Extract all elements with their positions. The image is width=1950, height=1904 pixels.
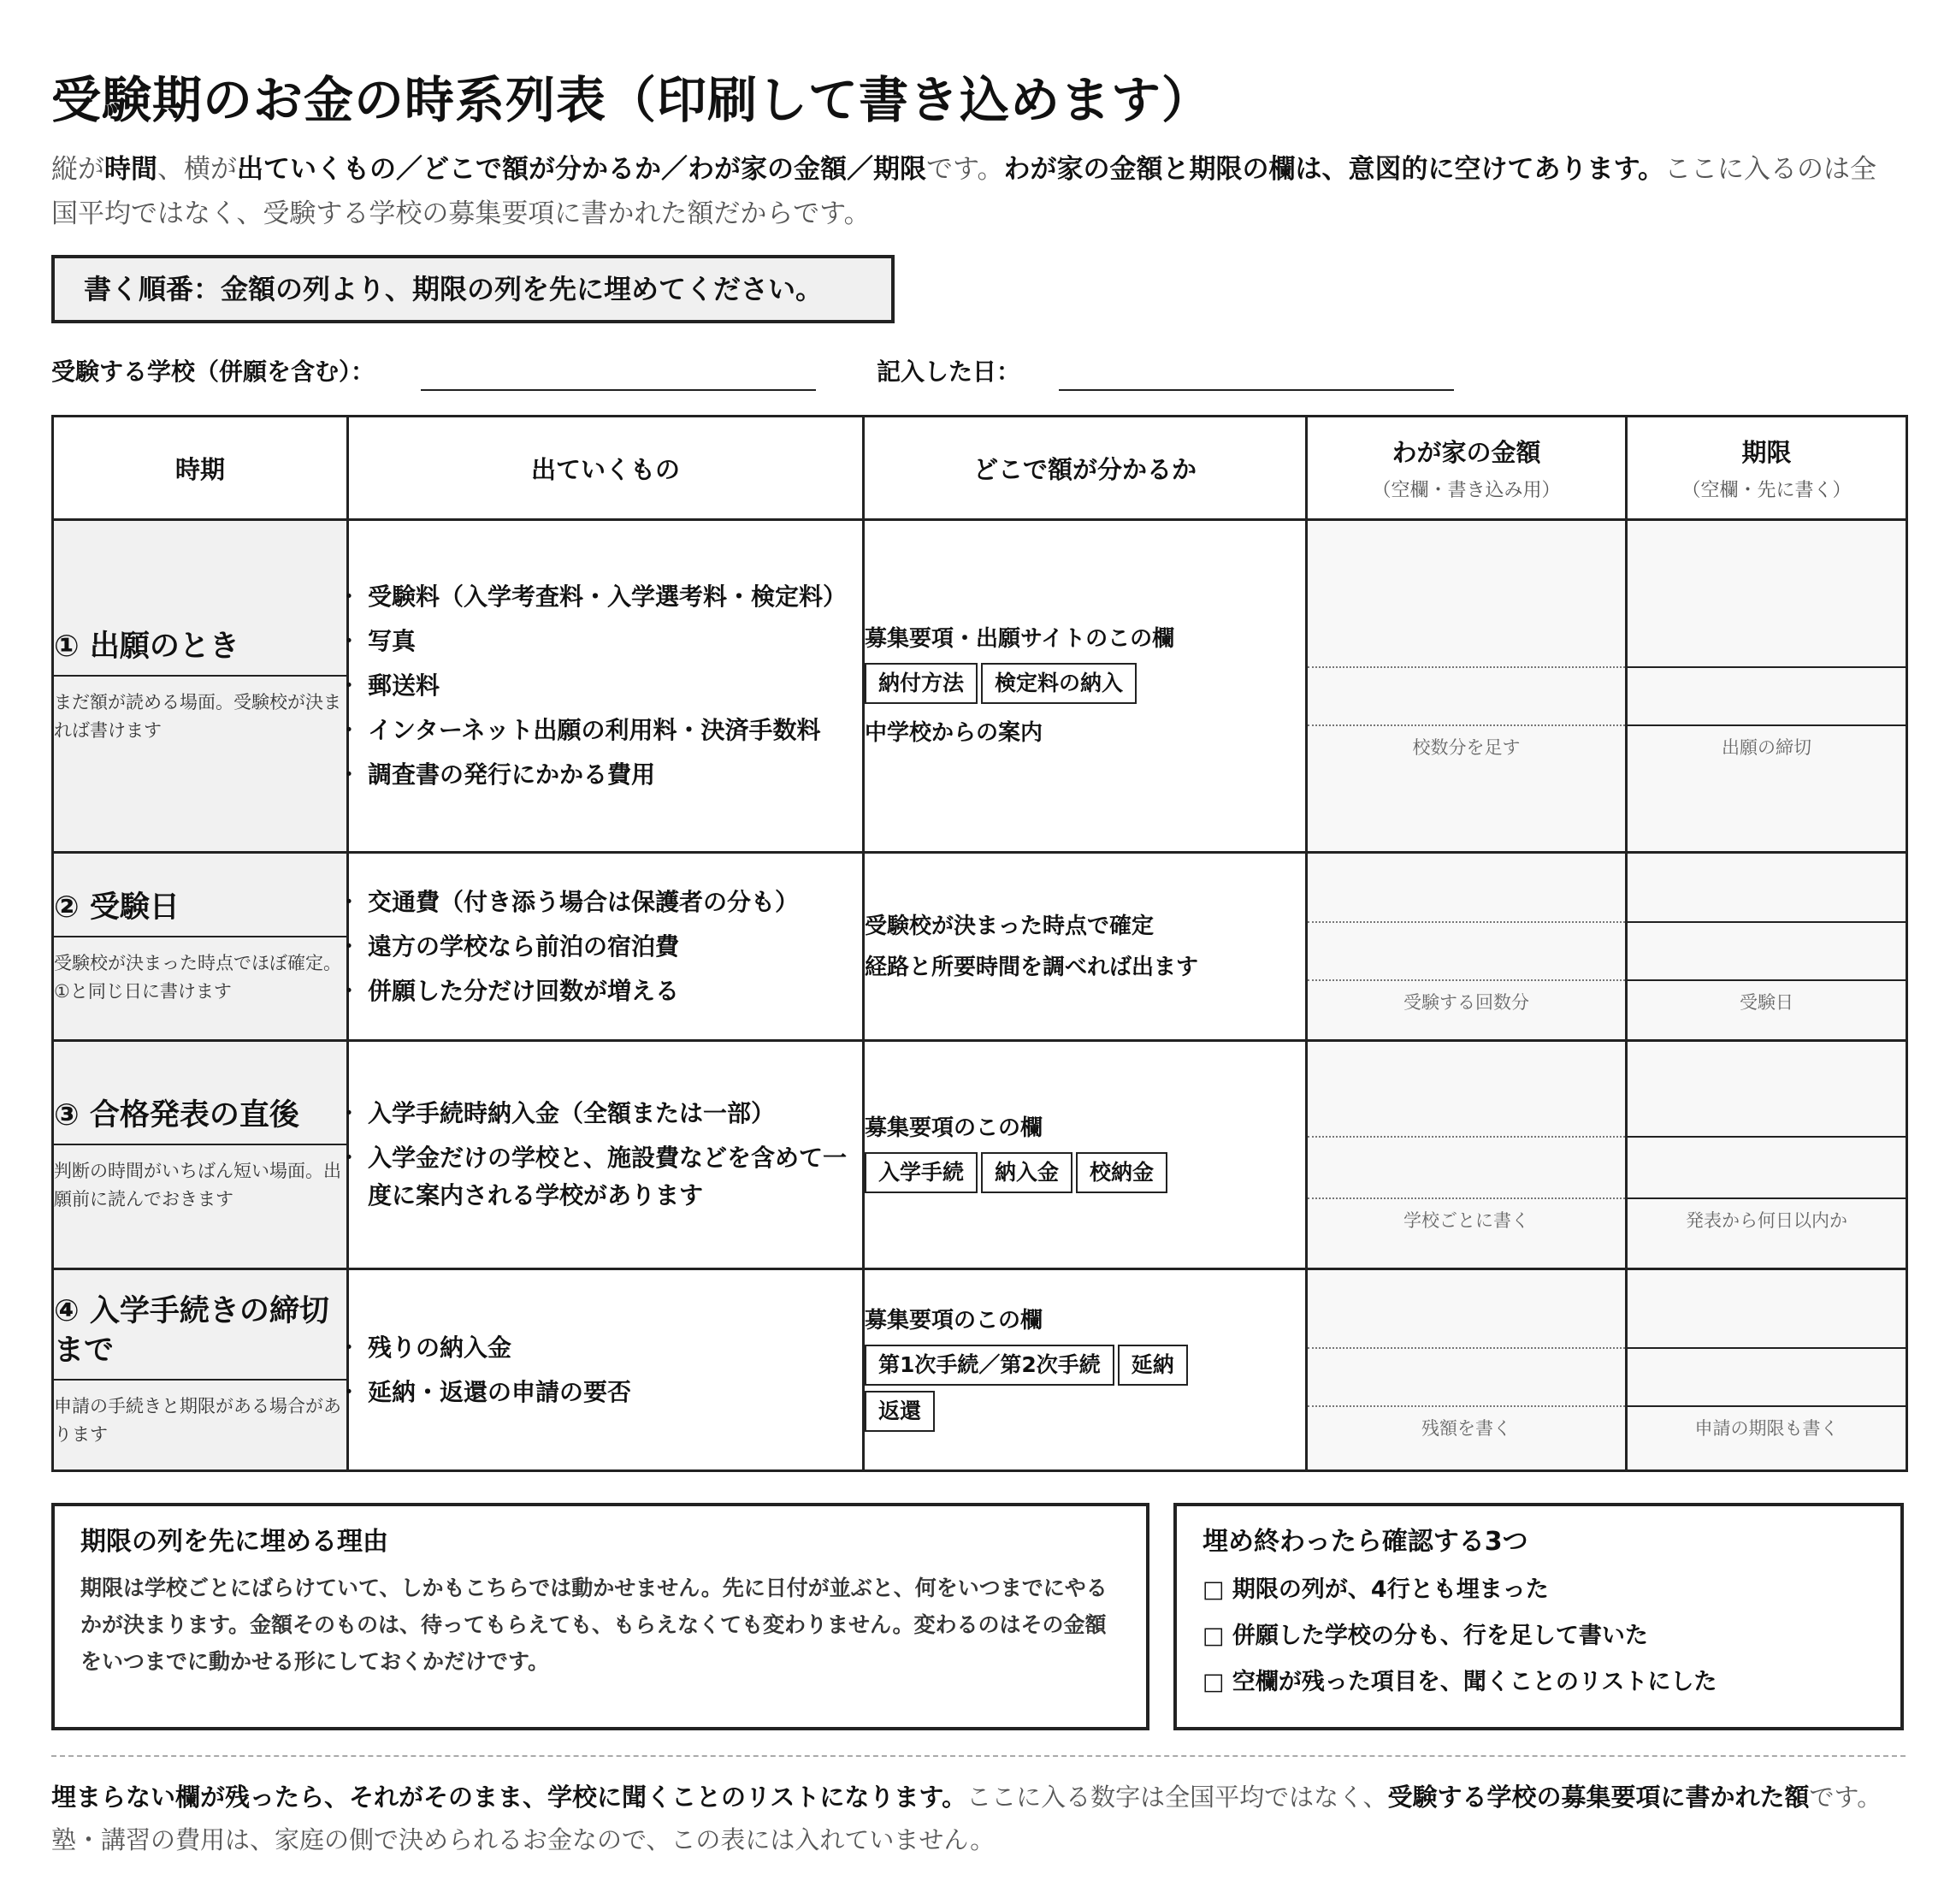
amount-write-line[interactable] [1308, 1347, 1625, 1349]
amount-write-line[interactable] [1308, 921, 1625, 923]
header-items: 出ていくもの [348, 417, 864, 520]
period-cell [53, 520, 348, 853]
keyword-tag: 延納 [1118, 1345, 1188, 1386]
header-amount-label: わが家の金額 [1392, 438, 1541, 467]
where-text: 募集要項のこの欄 [865, 1115, 1043, 1141]
keyword-tag: 返還 [865, 1391, 935, 1432]
amount-write-line[interactable] [1308, 1136, 1625, 1138]
amount-blank-cell[interactable] [1307, 1269, 1627, 1471]
expense-item: ・ 交通費（付き添う場合は保護者の分も） [349, 884, 862, 921]
keyword-tag: 納入金 [981, 1152, 1072, 1193]
where-text: 募集要項・出願サイトのこの欄 [865, 626, 1175, 652]
where-text: 経路と所要時間を調べれば出ます [865, 954, 1199, 980]
intro-seg-bold: 出ていくもの／どこで額が分かるか／わが家の金額／期限 [237, 154, 926, 185]
header-deadline-sub: （空欄・先に書く） [1681, 480, 1852, 501]
school-write-line[interactable] [421, 389, 816, 391]
period-note: 判断の時間がいちばん短い場面。出願前に読んでおきます [54, 1161, 341, 1209]
money-timeline-table [51, 415, 1908, 1472]
header-period: 時期 [53, 417, 348, 520]
table-row [53, 1269, 1907, 1471]
amount-write-line[interactable] [1308, 1405, 1625, 1407]
keyword-tag: 納付方法 [865, 663, 978, 704]
period-name: ③ 合格発表の直後 [54, 1096, 346, 1145]
header-amount [1307, 417, 1627, 520]
reason-box [51, 1503, 1149, 1730]
where-cell [864, 853, 1307, 1041]
expense-item: ・ 調査書の発行にかかる費用 [349, 756, 862, 794]
where-cell [864, 1041, 1307, 1269]
amount-blank-cell[interactable] [1307, 1041, 1627, 1269]
items-cell [348, 853, 864, 1041]
deadline-hint: 出願の締切 [1722, 737, 1811, 758]
period-cell [53, 853, 348, 1041]
keyword-tag: 校納金 [1076, 1152, 1167, 1193]
amount-write-line[interactable] [1308, 724, 1625, 726]
period-note: まだ額が読める場面。受験校が決まれば書けます [54, 692, 341, 741]
outro-seg-bold: 受験する学校の募集要項に書かれた額 [1387, 1783, 1810, 1812]
table-row [53, 853, 1907, 1041]
checklist-item[interactable]: □ 空欄が残った項目を、聞くことのリストにした [1202, 1669, 1717, 1695]
expense-item: ・ 入学手続時納入金（全額または一部） [349, 1095, 862, 1132]
expense-item: ・ 延納・返還の申請の要否 [349, 1374, 862, 1411]
period-note: 申請の手続きと期限がある場合があります [54, 1395, 341, 1445]
amount-blank-cell[interactable] [1307, 853, 1627, 1041]
deadline-hint: 発表から何日以内か [1686, 1210, 1847, 1231]
period-name: ① 出願のとき [54, 627, 346, 677]
period-note: 受験校が決まった時点でほぼ確定。①と同じ日に書けます [54, 952, 341, 1002]
intro-text [51, 147, 1899, 236]
expense-item: ・ 遠方の学校なら前泊の宿泊費 [349, 928, 862, 966]
deadline-hint: 受験日 [1740, 991, 1793, 1013]
intro-seg: です。 [926, 154, 1004, 185]
header-deadline-label: 期限 [1741, 438, 1792, 467]
deadline-blank-cell[interactable] [1627, 1041, 1907, 1269]
table-row [53, 1041, 1907, 1269]
amount-hint: 残額を書く [1421, 1417, 1511, 1439]
expense-item: ・ 受験料（入学考査料・入学選考料・検定料） [349, 578, 862, 616]
intro-seg-bold: 時間 [104, 154, 157, 185]
order-note-box: 書く順番：金額の列より、期限の列を先に埋めてください。 [51, 255, 895, 323]
period-cell [53, 1041, 348, 1269]
amount-write-line[interactable] [1308, 979, 1625, 981]
deadline-write-line[interactable] [1628, 979, 1906, 981]
where-cell [864, 1269, 1307, 1471]
deadline-write-line[interactable] [1628, 724, 1906, 726]
period-name: ④ 入学手続きの締切まで [54, 1292, 346, 1381]
expense-item: ・ 写真 [349, 623, 862, 660]
items-cell [348, 1041, 864, 1269]
school-field-label: 受験する学校（併願を含む）： [51, 358, 375, 386]
expense-item: ・ 入学金だけの学校と、施設費などを含めて一度に案内される学校があります [349, 1139, 862, 1215]
intro-seg: ここに入るのは全国平均ではなく、受験する学校の募集要項に書かれた額だからです。 [51, 154, 1877, 229]
outro-seg: ここに入る数字は全国平均ではなく、 [966, 1783, 1388, 1812]
checklist-item[interactable]: □ 期限の列が、4行とも埋まった [1202, 1576, 1549, 1603]
amount-write-line[interactable] [1308, 1197, 1625, 1199]
amount-blank-cell[interactable] [1307, 520, 1627, 853]
deadline-write-line[interactable] [1628, 921, 1906, 923]
header-amount-sub: （空欄・書き込み用） [1372, 480, 1561, 501]
deadline-blank-cell[interactable] [1627, 853, 1907, 1041]
amount-hint: 校数分を足す [1412, 737, 1521, 758]
outro-seg: です。塾・講習の費用は、家庭の側で決められるお金なので、この表には入れていません。 [51, 1783, 1882, 1854]
intro-seg-bold: わが家の金額と期限の欄は、意図的に空けてあります。 [1003, 154, 1665, 185]
header-deadline [1627, 417, 1907, 520]
expense-item: ・ 残りの納入金 [349, 1329, 862, 1367]
deadline-write-line[interactable] [1628, 1197, 1906, 1199]
period-name: ② 受験日 [54, 888, 346, 937]
reason-box-text: 期限は学校ごとにばらけていて、しかもこちらでは動かせません。先に日付が並ぶと、何をいつまでにやるかが決まります。金額そのものは、待ってもらえても、もらえなくても変わりません。変わるのはその金額をいつまでに動かせる形にしておくかだけです。 [80, 1576, 1108, 1674]
expense-item: ・ インターネット出願の利用料・決済手数料 [349, 712, 862, 749]
items-cell [348, 520, 864, 853]
expense-item: ・ 郵送料 [349, 667, 862, 705]
checklist-item[interactable]: □ 併願した学校の分も、行を足して書いた [1202, 1623, 1648, 1649]
page-title: 受験期のお金の時系列表（印刷して書き込めます） [51, 71, 1213, 129]
keyword-tag: 検定料の納入 [981, 663, 1137, 704]
table-header-row [53, 417, 1907, 520]
where-text: 募集要項のこの欄 [865, 1307, 1043, 1333]
checklist-box [1173, 1503, 1904, 1730]
keyword-tag: 第1次手続／第2次手続 [865, 1345, 1114, 1386]
amount-hint: 受験する回数分 [1403, 991, 1529, 1013]
where-text: 受験校が決まった時点で確定 [865, 913, 1155, 939]
period-cell [53, 1269, 348, 1471]
where-text: 中学校からの案内 [865, 720, 1043, 746]
keyword-tag: 入学手続 [865, 1152, 978, 1193]
outro-seg-bold: 埋まらない欄が残ったら、それがそのまま、学校に聞くことのリストになります。 [51, 1783, 967, 1812]
date-field-label: 記入した日： [877, 358, 1021, 386]
deadline-write-line[interactable] [1628, 1405, 1906, 1407]
date-write-line[interactable] [1059, 389, 1454, 391]
deadline-write-line[interactable] [1628, 1347, 1906, 1349]
where-cell [864, 520, 1307, 853]
deadline-write-line[interactable] [1628, 666, 1906, 668]
deadline-write-line[interactable] [1628, 1136, 1906, 1138]
intro-seg: 縦が [51, 154, 104, 185]
outro-text [51, 1776, 1906, 1861]
amount-write-line[interactable] [1308, 666, 1625, 668]
intro-seg: 、横が [157, 154, 237, 185]
checklist-title: 埋め終わったら確認する3つ [1202, 1527, 1528, 1557]
items-cell [348, 1269, 864, 1471]
deadline-hint: 申請の期限も書く [1694, 1417, 1839, 1439]
table-row [53, 520, 1907, 853]
header-where: どこで額が分かるか [864, 417, 1307, 520]
reason-box-title: 期限の列を先に埋める理由 [80, 1527, 388, 1557]
deadline-blank-cell[interactable] [1627, 1269, 1907, 1471]
amount-hint: 学校ごとに書く [1403, 1210, 1529, 1231]
deadline-blank-cell[interactable] [1627, 520, 1907, 853]
dashed-divider [51, 1755, 1906, 1757]
expense-item: ・ 併願した分だけ回数が増える [349, 973, 862, 1010]
